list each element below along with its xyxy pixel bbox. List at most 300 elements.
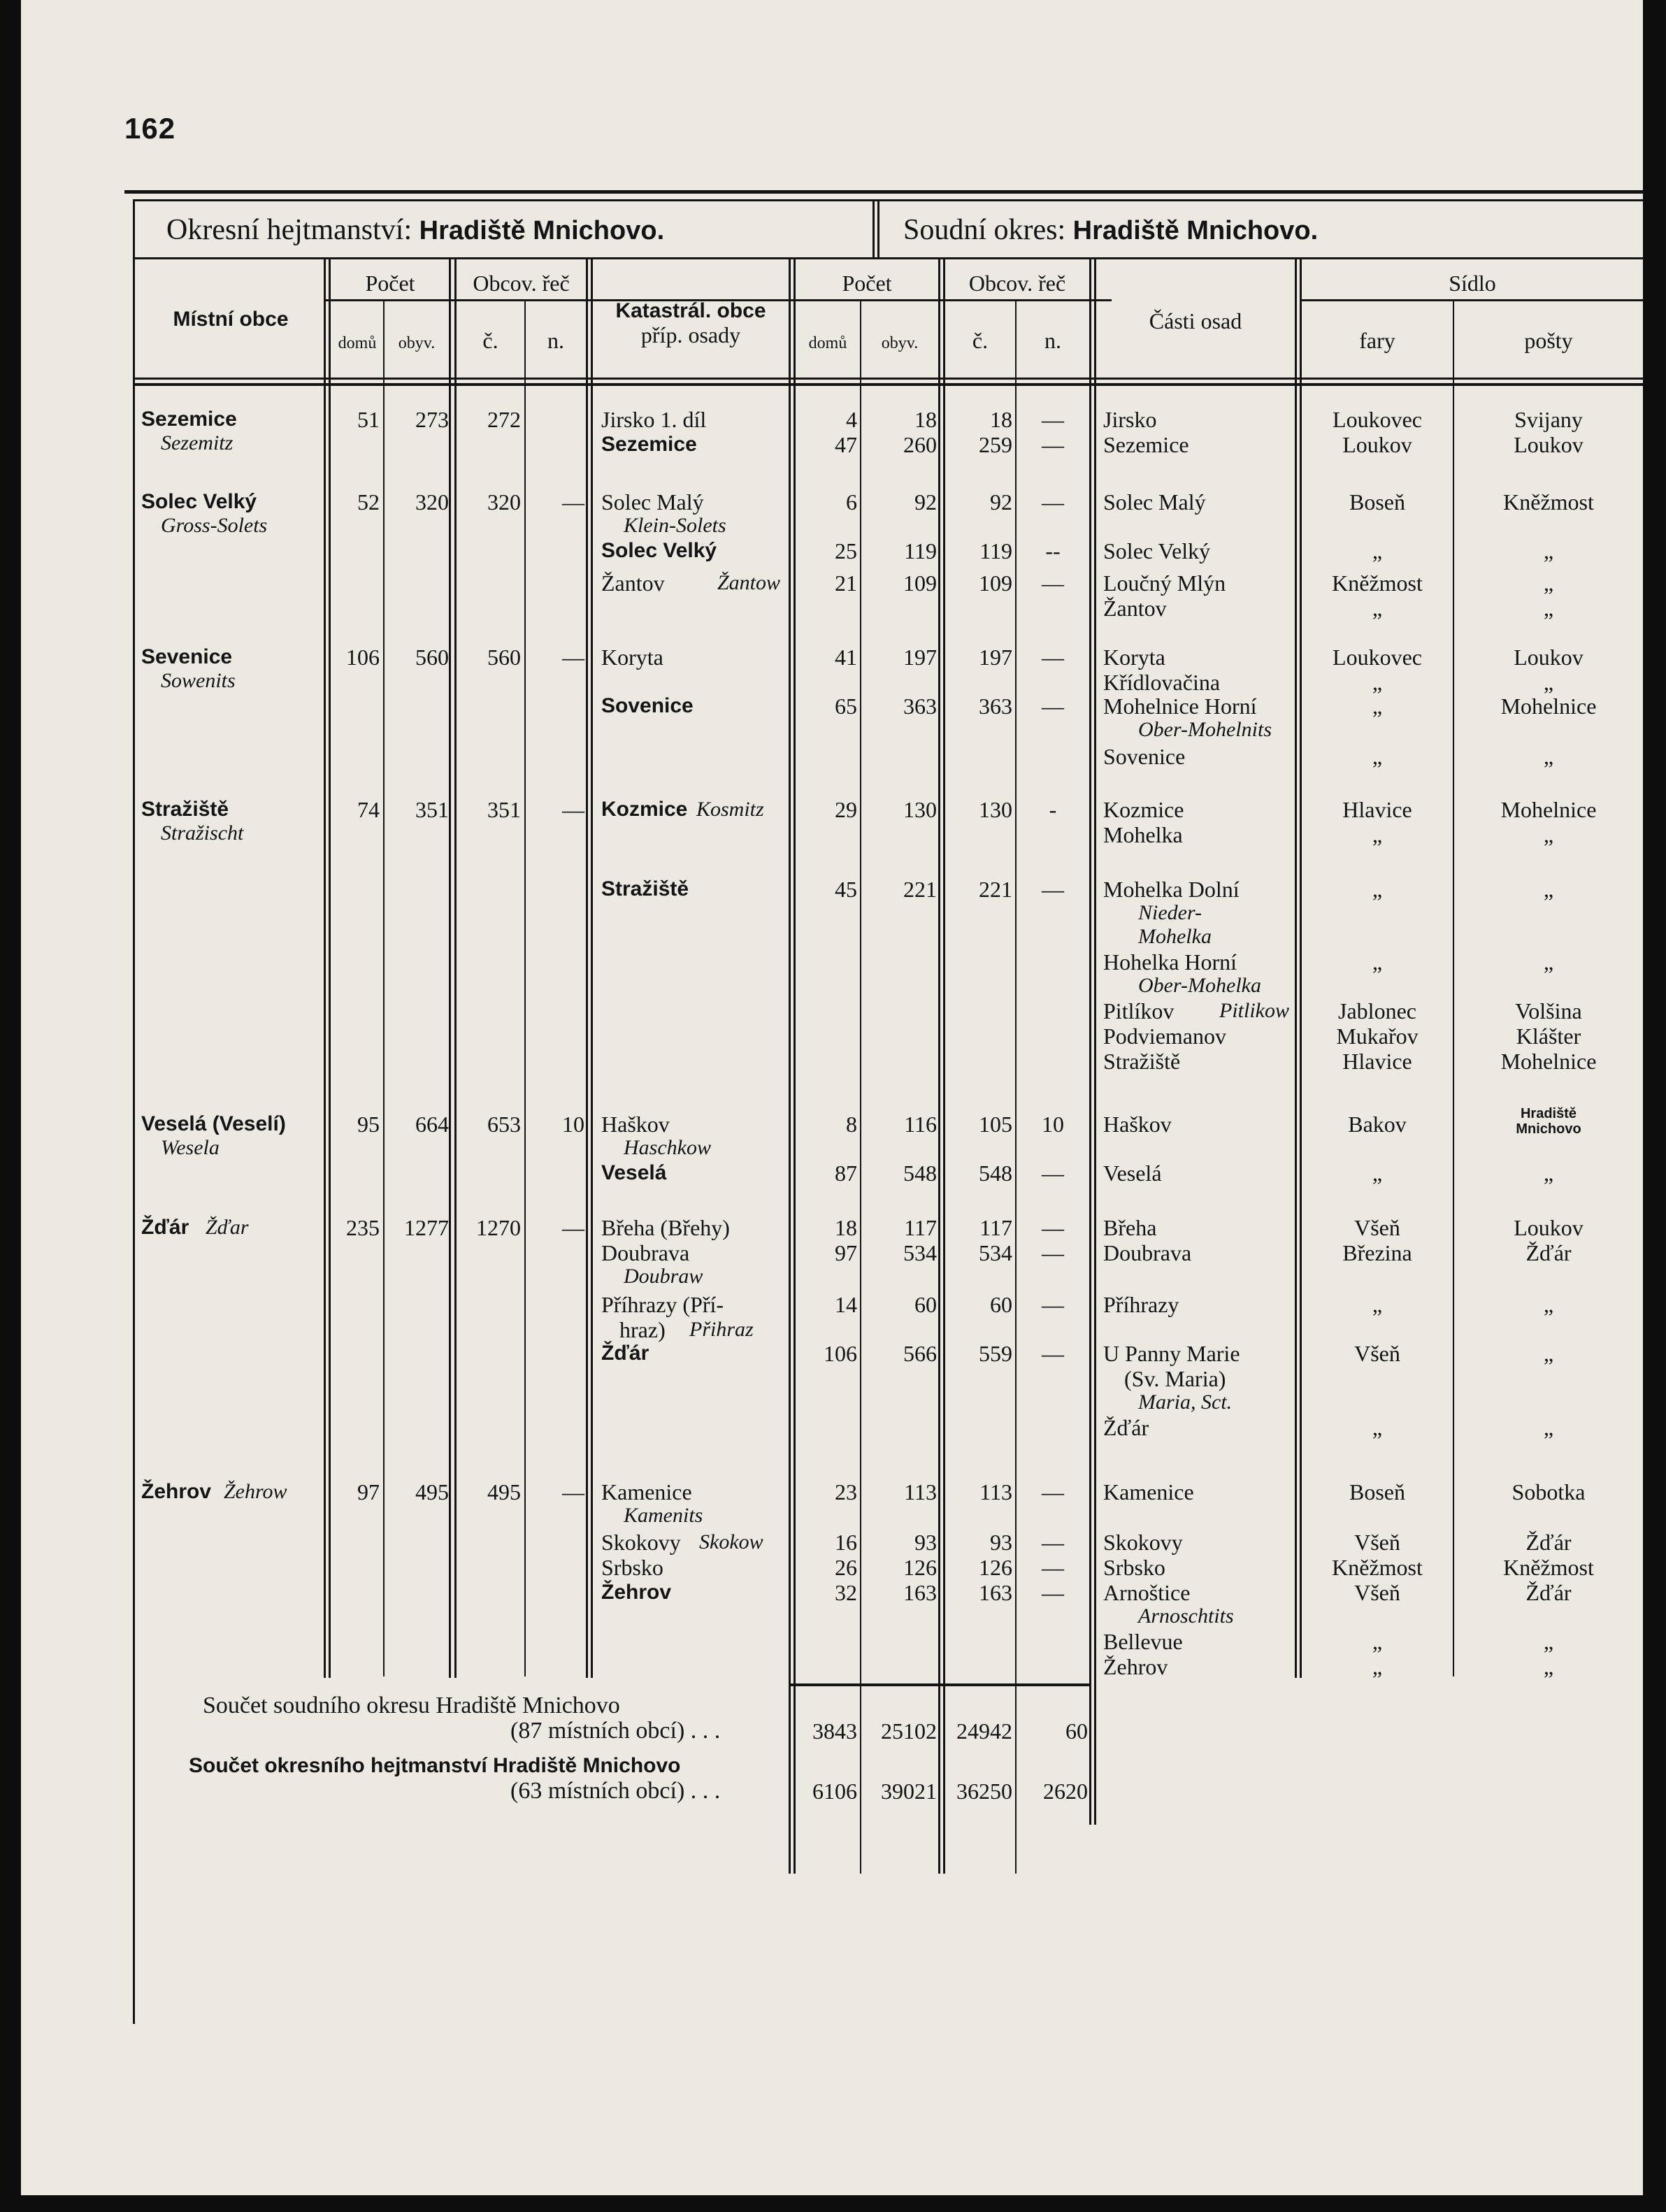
part-fara: „ <box>1372 1161 1383 1186</box>
municipality-n: — <box>562 489 584 515</box>
part-name: Pitlíkov <box>1103 998 1175 1024</box>
cadastral-n: — <box>1042 1479 1064 1504</box>
part-fara: Bakov <box>1348 1112 1407 1137</box>
part-name: Srbsko <box>1103 1555 1165 1580</box>
cadastral-n: — <box>1042 489 1064 515</box>
cadastral-name: Veselá <box>601 1161 667 1184</box>
cadastral-domu: 21 <box>835 570 857 596</box>
district-total-domu: 6106 <box>812 1779 857 1804</box>
municipality-domu: 95 <box>357 1112 380 1137</box>
court-total-sub: (87 místních obcí) . . . <box>510 1718 721 1744</box>
cadastral-domu: 45 <box>835 877 857 902</box>
cadastral-obyv: 119 <box>904 538 937 563</box>
court-total-obyv: 25102 <box>881 1718 937 1744</box>
cadastral-obyv: 163 <box>903 1580 937 1605</box>
cadastral-obyv: 18 <box>914 407 937 432</box>
cadastral-domu: 41 <box>835 645 857 670</box>
cadastral-name: Žďár <box>601 1342 649 1365</box>
part-name: Haškov <box>1103 1112 1172 1137</box>
col-line-h <box>938 259 940 1874</box>
part-posta: Žďár <box>1525 1580 1572 1605</box>
part-name: Arnoštice <box>1103 1580 1191 1605</box>
col-header-obcov-1: Obcov. řeč <box>473 271 570 296</box>
municipality-n: 10 <box>562 1112 584 1137</box>
part-fara: Všeň <box>1354 1215 1400 1240</box>
cadastral-name: Sezemice <box>601 433 697 456</box>
cadastral-n: - <box>1049 797 1057 822</box>
municipality-c: 653 <box>487 1112 521 1137</box>
sidlo-rule <box>1300 299 1643 301</box>
part-posta: „ <box>1543 1161 1554 1186</box>
municipality-n: — <box>562 797 584 822</box>
cadastral-c: 221 <box>979 877 1012 902</box>
col-header-obcov-2: Obcov. řeč <box>968 271 1066 296</box>
part-name: Žantov <box>1103 596 1167 621</box>
part-fara: Boseň <box>1349 489 1405 515</box>
col-line-i <box>1015 299 1017 1874</box>
cadastral-obyv: 126 <box>903 1555 937 1580</box>
part-name: Břeha <box>1103 1215 1157 1240</box>
cadastral-name: Solec Velký <box>601 539 717 562</box>
document-page: 162 Okresní hejtmanství: Hradiště Mnichovo. Soudní okres: Hradiště Mnichovo. Místní obce Počet domů obyv. Obcov. řeč č. n. Katastrál. obce příp. osady Počet domů obyv. Obcov. řeč č. n. Části osad Sídlo fary pošty Sezemice Sezemitz 51 273 272 Solec Velký Gross-Solets 52 320 320 — Sevenice Sowenits 106 560 560 — Stražiště Stražischt 74 351 351 — Veselá (Veselí) Wesela 95 664 653 10 Žďár Žďar 235 1277 1270 — Žehrov Žehrow 97 495 495 — Jirsko 1. díl 4 18 18 — Sezemice 47 260 259 — Solec Malý Klein-Solets 6 92 92 — Solec Velký 25 119 119 -- Žantov Žantow 21 109 109 — Koryta 41 197 197 — Sovenice 65 363 363 — Kozmice Kosmitz 29 130 130 - Stražiště 45 221 221 — Haškov Haschkow 8 116 105 10 Veselá 87 548 548 — Břeha (Břehy) 18 117 117 — Doubrava Doubraw 97 534 534 — Příhrazy (Pří- hraz) Přihraz 14 60 60 — Žďár 106 566 559 — Kamenice Kamenits 23 113 113 — Skokovy Skokow 16 93 93 — Srbsko 26 126 126 — Žehrov 32 163 163 — Jirsko Loukovec Svijany Sezemice Loukov Loukov Solec Malý Boseň Kněžmost Solec Velký „ „ Loučný Mlýn Kněžmost „ Žantov „ „ Koryta Loukovec Loukov Křídlovačina „ „ Mohelnice Horní Ober-Mohelnits „ Mohelnice Sovenice „ „ Kozmice Hlavice Mohelnice Mohelka „ „ Mohelka Dolní Nieder- Mohelka „ „ Hohelka Horní Ober-Mohelka „ „ Pitlíkov Pitlikow Jablonec Volšina Podviemanov Mukařov Klášter Stražiště Hlavice Mohelnice Haškov Bakov Hradiště Mnichovo Veselá „ „ Břeha Všeň Loukov Doubrava Březina Žďár Příhrazy „ „ U Panny Marie (Sv. Maria) Maria, Sct. Všeň „ Žďár „ „ Kamenice Boseň Sobotka Skokovy Všeň Žďár Srbsko Kněžmost Kněžmost Arnoštice Arnoschtits Všeň Žďár Bellevue „ „ Žehrov „ „ Součet soudního okresu Hradiště Mnichovo (87 místních obcí) . . . Součet okresního hejtmanství Hradiště Mnichovo (63 místních obcí) . . . 3843 25102 24942 60 6106 39021 36250 2620 <box>21 0 1643 2195</box>
part-fara: „ <box>1372 694 1383 719</box>
cadastral-name: Břeha (Břehy) <box>601 1215 730 1240</box>
part-name: Veselá <box>1103 1161 1162 1186</box>
cadastral-domu: 97 <box>835 1240 857 1265</box>
cadastral-name: Koryta <box>601 645 663 670</box>
cadastral-obyv: 109 <box>903 570 937 596</box>
cadastral-n: — <box>1042 407 1064 432</box>
col-header-mistni-obce: Místní obce <box>173 308 289 331</box>
cadastral-c: 117 <box>979 1215 1012 1240</box>
cadastral-domu: 8 <box>846 1112 857 1137</box>
part-name: Mohelka Dolní <box>1103 877 1240 902</box>
district-total-obyv: 39021 <box>881 1779 937 1804</box>
cadastral-n: — <box>1042 1161 1064 1186</box>
cadastral-c: 109 <box>979 570 1012 596</box>
municipality-c: 1270 <box>476 1215 521 1240</box>
municipality-c: 351 <box>487 797 521 822</box>
part-name: Jirsko <box>1103 407 1157 432</box>
part-fara: „ <box>1372 596 1383 621</box>
cadastral-name: Stražiště <box>601 877 689 900</box>
cadastral-obyv: 363 <box>903 694 937 719</box>
district-label: Okresní hejtmanství: <box>166 214 412 246</box>
municipality-german: Sezemitz <box>161 431 234 454</box>
district-total-n: 2620 <box>1043 1779 1088 1804</box>
cadastral-german: Kosmitz <box>696 798 764 821</box>
part-posta: „ <box>1543 1292 1554 1317</box>
cadastral-c: 130 <box>979 797 1012 822</box>
col-line-e2 <box>591 259 593 1678</box>
municipality-german: Žďar <box>206 1216 249 1239</box>
part-posta-cont: Mnichovo <box>1516 1121 1581 1137</box>
col-header-obyv-2: obyv. <box>881 334 919 352</box>
municipality-obyv: 351 <box>415 797 449 822</box>
part-posta: Klášter <box>1516 1024 1581 1049</box>
part-fara: „ <box>1372 538 1383 563</box>
cadastral-name: Solec Malý <box>601 489 704 515</box>
municipality-obyv: 664 <box>415 1112 449 1137</box>
part-posta: Kněžmost <box>1503 1555 1594 1580</box>
col-header-sidlo: Sídlo <box>1449 271 1496 296</box>
col-line-g <box>860 299 861 1874</box>
cadastral-c: 548 <box>979 1161 1012 1186</box>
municipality-name: Sevenice <box>141 645 233 668</box>
col-line-e <box>586 259 588 1678</box>
col-line-a2 <box>329 259 331 1678</box>
municipality-domu: 52 <box>357 489 380 515</box>
cadastral-n: — <box>1042 1292 1064 1317</box>
part-fara: Jablonec <box>1338 998 1416 1024</box>
part-name: Křídlovačina <box>1103 670 1221 695</box>
part-fara: „ <box>1372 1292 1383 1317</box>
municipality-name: Veselá (Veselí) <box>141 1112 286 1135</box>
part-posta: „ <box>1543 822 1554 847</box>
part-fara: Boseň <box>1349 1479 1405 1504</box>
part-name: Stražiště <box>1103 1049 1181 1074</box>
part-fara: Loukov <box>1342 432 1412 457</box>
part-posta: Mohelnice <box>1500 694 1597 719</box>
header-bottom-rule <box>133 257 1643 259</box>
municipality-german: Sowenits <box>161 669 236 692</box>
cadastral-c: 163 <box>979 1580 1012 1605</box>
cadastral-n: — <box>1042 432 1064 457</box>
cadastral-name: Doubrava <box>601 1240 690 1265</box>
municipality-german: Gross-Solets <box>161 514 268 537</box>
municipality-obyv: 273 <box>415 407 449 432</box>
cadastral-obyv: 260 <box>903 432 937 457</box>
part-fara: Hlavice <box>1342 1049 1412 1074</box>
district-total-label: Součet okresního hejtmanství Hradiště Mnichovo <box>189 1754 681 1777</box>
municipality-domu: 51 <box>357 407 380 432</box>
cadastral-domu: 29 <box>835 797 857 822</box>
cadastral-c: 126 <box>979 1555 1012 1580</box>
cadastral-c: 259 <box>979 432 1012 457</box>
cadastral-german: Žantow <box>717 571 781 594</box>
cadastral-obyv: 93 <box>914 1530 937 1555</box>
municipality-c: 495 <box>487 1479 521 1504</box>
cadastral-name-cont: hraz) <box>619 1317 666 1342</box>
part-fara: „ <box>1372 1415 1383 1440</box>
part-name: Skokovy <box>1103 1530 1183 1555</box>
col-header-fary: fary <box>1359 328 1395 353</box>
cadastral-obyv: 566 <box>903 1341 937 1366</box>
cadastral-obyv: 92 <box>914 489 937 515</box>
part-posta: Loukov <box>1514 645 1584 670</box>
header-rule-2 <box>133 383 1643 386</box>
court-total-n: 60 <box>1065 1718 1088 1744</box>
part-fara: Hlavice <box>1342 797 1412 822</box>
cadastral-c: 534 <box>979 1240 1012 1265</box>
part-name: Sovenice <box>1103 744 1186 769</box>
part-fara: „ <box>1372 877 1383 902</box>
top-rule <box>124 190 1643 194</box>
cadastral-domu: 47 <box>835 432 857 457</box>
part-fara: „ <box>1372 670 1383 695</box>
municipality-name: Solec Velký <box>141 490 257 513</box>
part-posta: Svijany <box>1514 407 1583 432</box>
municipality-c: 272 <box>487 407 521 432</box>
part-fara: Všeň <box>1354 1580 1400 1605</box>
cadastral-name: Skokovy <box>601 1530 681 1555</box>
cadastral-n: — <box>1042 645 1064 670</box>
municipality-name: Stražiště <box>141 798 229 821</box>
part-name: Žďár <box>1103 1415 1149 1440</box>
part-name: Sezemice <box>1103 432 1189 457</box>
left-border <box>133 199 135 2024</box>
cadastral-n: — <box>1042 1530 1064 1555</box>
part-posta: „ <box>1543 1415 1554 1440</box>
municipality-obyv: 560 <box>415 645 449 670</box>
top-rule-inner <box>133 199 1643 201</box>
cadastral-c: 559 <box>979 1341 1012 1366</box>
part-fara: „ <box>1372 744 1383 769</box>
municipality-domu: 74 <box>357 797 380 822</box>
court-header <box>903 213 1318 247</box>
cadastral-obyv: 116 <box>904 1112 937 1137</box>
part-name: Loučný Mlýn <box>1103 570 1226 596</box>
cadastral-name: Sovenice <box>601 694 694 717</box>
part-posta: „ <box>1543 1654 1554 1679</box>
cadastral-domu: 18 <box>835 1215 857 1240</box>
cadastral-obyv: 548 <box>903 1161 937 1186</box>
cadastral-obyv: 117 <box>904 1215 937 1240</box>
col-header-posty: pošty <box>1524 328 1573 353</box>
part-german: Maria, Sct. <box>1138 1391 1233 1414</box>
cadastral-german: Doubraw <box>624 1265 703 1288</box>
part-name: Kozmice <box>1103 797 1184 822</box>
part-name: Solec Malý <box>1103 489 1206 515</box>
part-posta: „ <box>1543 538 1554 563</box>
cadastral-n: — <box>1042 1341 1064 1366</box>
col-header-n-2: n. <box>1044 328 1061 353</box>
cadastral-obyv: 130 <box>903 797 937 822</box>
cadastral-n: — <box>1042 1555 1064 1580</box>
part-posta: Mohelnice <box>1500 797 1597 822</box>
district-header <box>166 213 664 247</box>
cadastral-name: Kozmice <box>601 798 688 821</box>
municipality-german: Wesela <box>161 1136 220 1159</box>
cadastral-domu: 25 <box>835 538 857 563</box>
cadastral-obyv: 534 <box>903 1240 937 1265</box>
part-posta: Žďár <box>1525 1240 1572 1265</box>
part-posta: „ <box>1543 670 1554 695</box>
cadastral-c: 197 <box>979 645 1012 670</box>
cadastral-german: Skokow <box>699 1530 763 1553</box>
municipality-n: — <box>562 1215 584 1240</box>
part-name: Doubrava <box>1103 1240 1192 1265</box>
part-posta: Mohelnice <box>1500 1049 1597 1074</box>
cadastral-domu: 23 <box>835 1479 857 1504</box>
part-name: Solec Velký <box>1103 538 1211 563</box>
cadastral-n: — <box>1042 694 1064 719</box>
cadastral-c: 60 <box>990 1292 1012 1317</box>
cadastral-domu: 65 <box>835 694 857 719</box>
cadastral-name: Žehrov <box>601 1581 672 1604</box>
part-posta: „ <box>1543 596 1554 621</box>
col-header-c-1: č. <box>482 328 498 353</box>
court-total-c: 24942 <box>956 1718 1012 1744</box>
part-fara: „ <box>1372 1629 1383 1654</box>
col-header-domu-2: domů <box>808 334 847 352</box>
cadastral-domu: 106 <box>824 1341 857 1366</box>
part-posta: Volšina <box>1515 998 1582 1024</box>
cadastral-domu: 4 <box>846 407 857 432</box>
part-name: U Panny Marie <box>1103 1341 1240 1366</box>
cadastral-domu: 26 <box>835 1555 857 1580</box>
part-fara: Březina <box>1342 1240 1412 1265</box>
cadastral-domu: 87 <box>835 1161 857 1186</box>
cadastral-n: — <box>1042 877 1064 902</box>
col-header-obyv-1: obyv. <box>398 334 436 352</box>
cadastral-name: Srbsko <box>601 1555 663 1580</box>
part-fara: „ <box>1372 822 1383 847</box>
cadastral-german: Haschkow <box>624 1136 711 1159</box>
totals-rule <box>790 1683 1091 1686</box>
col-line-j2 <box>1094 259 1096 1825</box>
header-divider <box>873 199 875 259</box>
cadastral-c: 119 <box>979 538 1012 563</box>
col-line-j <box>1089 259 1091 1825</box>
cadastral-name: Kamenice <box>601 1479 692 1504</box>
col-header-domu-1: domů <box>338 334 377 352</box>
court-total-domu: 3843 <box>812 1718 857 1744</box>
cadastral-name: Žantov <box>601 570 665 596</box>
part-fara: Mukařov <box>1336 1024 1419 1049</box>
col-header-pocet-2: Počet <box>842 271 892 296</box>
municipality-german: Stražischt <box>161 821 244 845</box>
municipality-domu: 106 <box>346 645 380 670</box>
cadastral-obyv: 197 <box>903 645 937 670</box>
part-german-cont: Mohelka <box>1138 925 1212 948</box>
part-posta: „ <box>1543 1629 1554 1654</box>
part-name: Kamenice <box>1103 1479 1194 1504</box>
part-fara: Všeň <box>1354 1530 1400 1555</box>
court-total-label: Součet soudního okresu Hradiště Mnichovo <box>203 1693 620 1718</box>
part-fara: Kněžmost <box>1332 570 1423 596</box>
cadastral-n: — <box>1042 570 1064 596</box>
cadastral-c: 363 <box>979 694 1012 719</box>
header-divider-2 <box>877 199 879 259</box>
municipality-c: 560 <box>487 645 521 670</box>
municipality-obyv: 320 <box>415 489 449 515</box>
cadastral-n: 10 <box>1042 1112 1064 1137</box>
part-posta: „ <box>1543 1341 1554 1366</box>
municipality-c: 320 <box>487 489 521 515</box>
cadastral-c: 113 <box>979 1479 1012 1504</box>
municipality-obyv: 1277 <box>404 1215 449 1240</box>
district-name: Hradiště Mnichovo. <box>419 216 665 245</box>
municipality-obyv: 495 <box>415 1479 449 1504</box>
part-fara: Loukovec <box>1333 645 1422 670</box>
court-name: Hradiště Mnichovo. <box>1072 216 1319 245</box>
col-line-f <box>789 259 791 1874</box>
cadastral-n: — <box>1042 1580 1064 1605</box>
municipality-german: Žehrow <box>224 1480 287 1503</box>
cadastral-name: Haškov <box>601 1112 670 1137</box>
part-name: Žehrov <box>1103 1654 1168 1679</box>
cadastral-domu: 32 <box>835 1580 857 1605</box>
municipality-domu: 235 <box>346 1215 380 1240</box>
part-fara: Všeň <box>1354 1341 1400 1366</box>
cadastral-n: — <box>1042 1215 1064 1240</box>
cadastral-c: 18 <box>990 407 1012 432</box>
col-line-c <box>449 259 451 1678</box>
part-fara: „ <box>1372 1654 1383 1679</box>
cadastral-c: 92 <box>990 489 1012 515</box>
cadastral-c: 105 <box>979 1112 1012 1137</box>
col-header-casti-osad: Části osad <box>1149 308 1242 333</box>
col-header-pocet-1: Počet <box>365 271 415 296</box>
cadastral-n: -- <box>1045 538 1061 563</box>
cadastral-obyv: 113 <box>904 1479 937 1504</box>
part-name: Mohelka <box>1103 822 1183 847</box>
part-posta: Sobotka <box>1511 1479 1586 1504</box>
part-posta: Loukov <box>1514 1215 1584 1240</box>
header-rule-1 <box>133 378 1643 380</box>
cadastral-n: — <box>1042 1240 1064 1265</box>
cadastral-german: Přihraz <box>689 1318 754 1341</box>
part-german: Pitlikow <box>1219 999 1289 1022</box>
part-posta: „ <box>1543 570 1554 596</box>
cadastral-domu: 16 <box>835 1530 857 1555</box>
part-name: Koryta <box>1103 645 1165 670</box>
part-name: Hohelka Horní <box>1103 949 1237 975</box>
cadastral-domu: 14 <box>835 1292 857 1317</box>
part-name: Podviemanov <box>1103 1024 1226 1049</box>
page-number: 162 <box>124 112 176 145</box>
cadastral-c: 93 <box>990 1530 1012 1555</box>
part-german: Ober-Mohelnits <box>1138 718 1272 741</box>
part-posta: „ <box>1543 744 1554 769</box>
part-fara: Loukovec <box>1333 407 1422 432</box>
municipality-name: Sezemice <box>141 408 237 431</box>
cadastral-obyv: 221 <box>903 877 937 902</box>
cadastral-german: Klein-Solets <box>624 514 726 537</box>
part-name: Příhrazy <box>1103 1292 1179 1317</box>
municipality-domu: 97 <box>357 1479 380 1504</box>
part-posta: Kněžmost <box>1503 489 1594 515</box>
cadastral-domu: 6 <box>846 489 857 515</box>
court-label: Soudní okres: <box>903 214 1066 246</box>
col-line-k <box>1295 259 1297 1678</box>
district-total-c: 36250 <box>956 1779 1012 1804</box>
col-line-a <box>324 259 326 1678</box>
part-german: Arnoschtits <box>1138 1604 1234 1628</box>
part-posta: „ <box>1543 877 1554 902</box>
part-german: Ober-Mohelka <box>1138 974 1262 997</box>
part-posta: „ <box>1543 949 1554 975</box>
part-name: Bellevue <box>1103 1629 1183 1654</box>
cadastral-german: Kamenits <box>624 1504 703 1527</box>
col-header-katastral: Katastrál. obce <box>615 299 766 322</box>
district-total-sub: (63 místních obcí) . . . <box>510 1778 721 1804</box>
municipality-n: — <box>562 1479 584 1504</box>
col-header-n-1: n. <box>547 328 564 353</box>
part-fara: „ <box>1372 949 1383 975</box>
cadastral-name: Příhrazy (Pří- <box>601 1292 724 1317</box>
part-posta: Žďár <box>1525 1530 1572 1555</box>
municipality-n: — <box>562 645 584 670</box>
part-german: Nieder- <box>1138 901 1202 924</box>
col-line-c2 <box>454 259 457 1678</box>
part-fara: Kněžmost <box>1332 1555 1423 1580</box>
part-posta: Hradiště <box>1520 1106 1577 1121</box>
cadastral-obyv: 60 <box>914 1292 937 1317</box>
col-header-c-2: č. <box>972 328 989 353</box>
cadastral-name: Jirsko 1. díl <box>601 407 707 432</box>
